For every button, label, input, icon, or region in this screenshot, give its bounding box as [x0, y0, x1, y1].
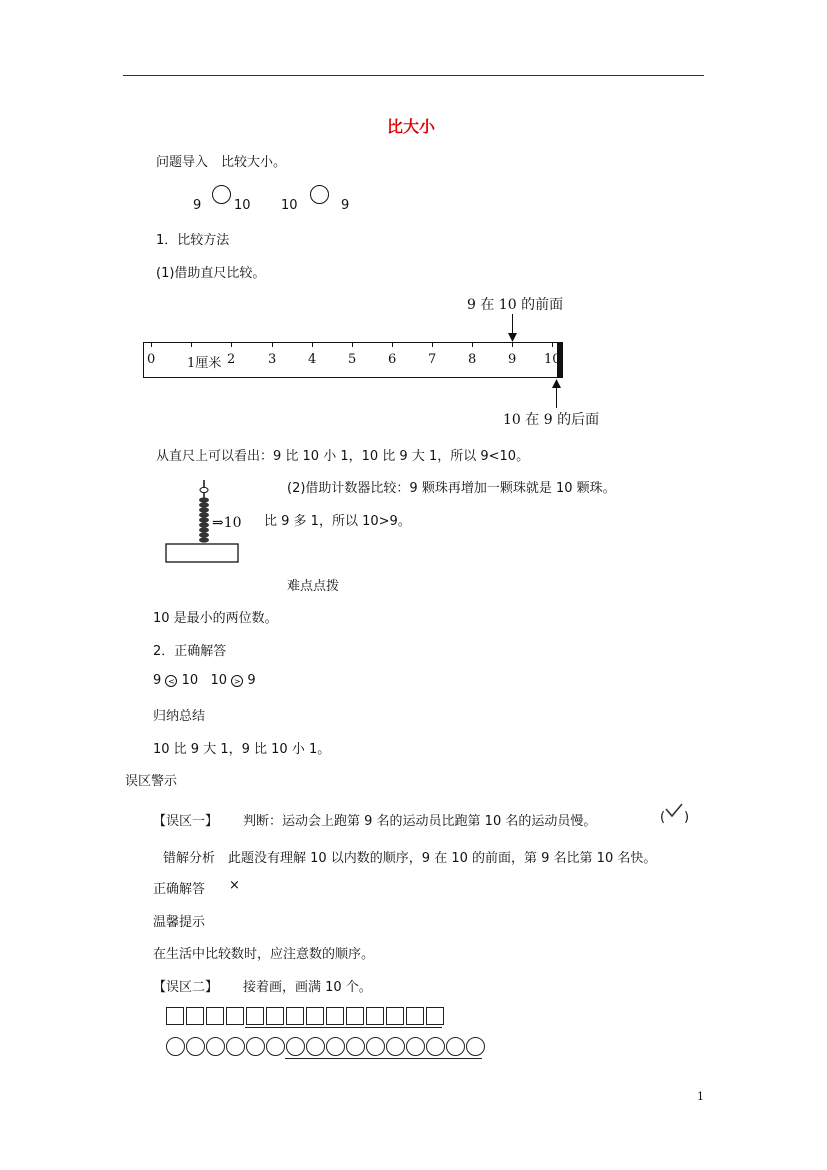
summary-heading: 归纳总结 [153, 709, 206, 724]
tip-text: 10 是最小的两位数。 [153, 611, 278, 626]
drawn-circle [466, 1037, 485, 1056]
ruler-tick [191, 343, 192, 347]
drawn-circle [206, 1037, 225, 1056]
drawn-circle [406, 1037, 425, 1056]
ruler-tick [432, 343, 433, 347]
drawn-square [406, 1007, 424, 1025]
ruler-label: 7 [428, 352, 437, 367]
header-rule [123, 75, 704, 76]
ruler-tick [392, 343, 393, 347]
drawn-circle [306, 1037, 325, 1056]
answer-left1: 9 [153, 673, 162, 688]
drawn-square [186, 1007, 204, 1025]
drawn-circle [166, 1037, 185, 1056]
section2-heading: 2．正确解答 [153, 644, 227, 659]
blank-circle-1 [212, 185, 231, 204]
blank-circle-2 [310, 185, 329, 204]
mistake1-analysis: 错解分析 此题没有理解 10 以内数的顺序，9 在 10 的前面，第 9 名比第 10 名快。 [163, 851, 657, 866]
mistake1-correct-mark: × [229, 878, 240, 893]
greater-than-sign: > [231, 675, 243, 687]
ruler-tick [352, 343, 353, 347]
ruler-tick [231, 343, 232, 347]
drawn-square [226, 1007, 244, 1025]
less-than-sign: < [165, 675, 177, 687]
ruler-tick [272, 343, 273, 347]
ruler-label: 1厘米 [187, 356, 222, 371]
ruler-label: 3 [268, 352, 277, 367]
ruler-label: 10 [544, 352, 561, 367]
ruler-label: 5 [348, 352, 357, 367]
circle-underline [285, 1058, 482, 1059]
ruler-label: 2 [227, 352, 236, 367]
drawn-circle [426, 1037, 445, 1056]
method2-line2: 比 9 多 1，所以 10>9。 [264, 514, 411, 529]
compare2-left: 10 [281, 198, 298, 213]
ruler-label: 9 [508, 352, 517, 367]
compare2-right: 9 [341, 198, 350, 213]
mistake1-question: 判断：运动会上跑第 9 名的运动员比跑第 10 名的运动员慢。 [243, 814, 597, 829]
drawn-square [386, 1007, 404, 1025]
drawn-circle [446, 1037, 465, 1056]
method2-line1: (2)借助计数器比较：9 颗珠再增加一颗珠就是 10 颗珠。 [287, 481, 616, 496]
square-underline [245, 1027, 442, 1028]
drawn-square [286, 1007, 304, 1025]
ruler-bottom-annotation: 10 在 9 的后面 [503, 412, 600, 428]
drawn-circle [326, 1037, 345, 1056]
mistake1-label: 【误区一】 [153, 814, 219, 829]
ruler-tick [312, 343, 313, 347]
drawn-square [266, 1007, 284, 1025]
answer-mid1: 10 [181, 673, 199, 688]
drawn-circle [186, 1037, 205, 1056]
abacus-label: ⇒10 [212, 515, 242, 531]
answer-right2: 9 [247, 673, 256, 688]
ruler-label: 8 [468, 352, 477, 367]
method1-text: (1)借助直尺比较。 [156, 266, 266, 281]
arrowhead-down-icon [508, 333, 517, 342]
ruler-label: 0 [147, 352, 156, 367]
drawn-circle [346, 1037, 365, 1056]
compare1-left: 9 [193, 198, 202, 213]
ruler-top-annotation: 9 在 10 的前面 [467, 297, 564, 313]
page-title: 比大小 [387, 117, 436, 136]
ruler-label: 6 [388, 352, 397, 367]
mistake2-question: 接着画，画满 10 个。 [243, 980, 372, 995]
arrowhead-up-icon [552, 379, 561, 388]
drawn-circle [286, 1037, 305, 1056]
section1-heading: 1．比较方法 [156, 233, 230, 248]
mistake1-paren-right: ) [684, 810, 690, 825]
page-number: 1 [697, 1090, 704, 1103]
drawn-square [326, 1007, 344, 1025]
drawn-square [306, 1007, 324, 1025]
mistakes-heading: 误区警示 [125, 774, 178, 789]
check-mark-icon [664, 802, 684, 818]
drawn-circle [226, 1037, 245, 1056]
ruler-tick [512, 343, 513, 347]
ruler-tick [472, 343, 473, 347]
hint-heading: 温馨提示 [153, 915, 206, 930]
drawn-circle [366, 1037, 385, 1056]
drawn-square [346, 1007, 364, 1025]
circle-row [166, 1037, 486, 1056]
drawn-circle [266, 1037, 285, 1056]
drawn-circle [386, 1037, 405, 1056]
summary-text: 10 比 9 大 1，9 比 10 小 1。 [153, 742, 331, 757]
mistake2-label: 【误区二】 [153, 980, 219, 995]
drawn-square [366, 1007, 384, 1025]
drawn-square [246, 1007, 264, 1025]
mistake1-paren-left: ( [660, 810, 666, 825]
ruler-label: 4 [308, 352, 317, 367]
ruler-tick [151, 343, 152, 347]
ruler-tick [552, 343, 553, 347]
intro-heading: 问题导入 比较大小。 [156, 155, 287, 170]
drawn-circle [246, 1037, 265, 1056]
drawn-square [426, 1007, 444, 1025]
drawn-square [206, 1007, 224, 1025]
mistake1-correct-label: 正确解答 [153, 882, 206, 897]
ruler-conclusion: 从直尺上可以看出：9 比 10 小 1，10 比 9 大 1，所以 9<10。 [156, 449, 530, 464]
answer-left2: 10 [210, 673, 228, 688]
compare1-right: 10 [234, 198, 251, 213]
square-row [166, 1007, 446, 1025]
tip-heading: 难点点拨 [287, 579, 340, 594]
answer-line [153, 673, 256, 688]
drawn-square [166, 1007, 184, 1025]
hint-text: 在生活中比较数时，应注意数的顺序。 [153, 947, 375, 962]
